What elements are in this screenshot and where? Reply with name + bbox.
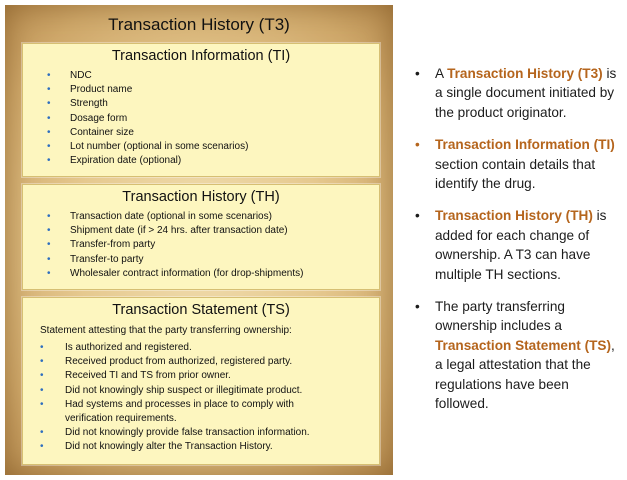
ts-intro: Statement attesting that the party transferring ownership:	[40, 325, 292, 336]
list-item: • Did not knowingly ship suspect or illegitimate product.	[40, 384, 379, 398]
list-item: • Transaction date (optional in some scenarios)	[47, 210, 379, 224]
parchment-panel	[5, 5, 393, 475]
list-item: • Received TI and TS from prior owner.	[40, 369, 379, 383]
bullet-icon: •	[415, 299, 420, 315]
list-item: • NDC	[47, 69, 379, 83]
list-item-continuation: verification requirements.	[65, 413, 177, 425]
list-item: • Dosage form	[47, 112, 379, 126]
list-item: • Container size	[47, 126, 379, 140]
explanation-th: • Transaction History (TH) is added for each change of ownership. A T3 can have multiple TH sections.	[415, 208, 607, 282]
bullet-icon: •	[415, 208, 420, 224]
panel-title: Transaction History (T3)	[108, 15, 290, 34]
list-item: • Did not knowingly provide false transaction information.	[40, 426, 379, 440]
list-item: • Transfer-to party	[47, 253, 379, 267]
list-item: • Is authorized and registered.	[40, 341, 379, 355]
list-item: • Did not knowingly alter the Transaction History.	[40, 440, 379, 454]
term-ts: Transaction Statement (TS)	[435, 337, 611, 353]
term-th: Transaction History (TH)	[435, 208, 593, 224]
list-item: • Received product from authorized, registered party.	[40, 355, 379, 369]
list-item: • Had systems and processes in place to comply with	[40, 398, 379, 412]
ts-list	[23, 341, 379, 455]
list-item: • Wholesaler contract information (for drop-shipments)	[47, 267, 379, 281]
list-item: • Strength	[47, 97, 379, 111]
ti-box	[22, 43, 380, 177]
th-list	[23, 210, 379, 281]
explanation-t3: • A Transaction History (T3) is a single document initiated by the product originator.	[415, 66, 617, 120]
th-title: Transaction History (TH)	[122, 189, 280, 205]
term-t3: Transaction History (T3)	[447, 66, 603, 81]
list-item: • Expiration date (optional)	[47, 154, 379, 168]
explanation-column	[415, 64, 623, 427]
list-item: • Transfer-from party	[47, 238, 379, 252]
ts-title: Transaction Statement (TS)	[112, 302, 290, 318]
ti-list	[23, 69, 379, 168]
list-item: • Product name	[47, 83, 379, 97]
explanation-ts: • The party transferring ownership includes a Transaction Statement (TS), a legal attestation that the regulations have been followed.	[415, 299, 615, 412]
list-item: • Shipment date (if > 24 hrs. after transaction date)	[47, 224, 379, 238]
th-box	[22, 184, 380, 290]
list-item: • Lot number (optional in some scenarios)	[47, 140, 379, 154]
bullet-icon: •	[415, 66, 420, 81]
bullet-icon: •	[415, 137, 420, 153]
ti-title: Transaction Information (TI)	[111, 48, 291, 64]
ts-box	[22, 297, 380, 465]
term-ti: Transaction Information (TI)	[435, 137, 615, 153]
explanation-ti: • Transaction Information (TI) section contain details that identify the drug.	[415, 137, 615, 192]
